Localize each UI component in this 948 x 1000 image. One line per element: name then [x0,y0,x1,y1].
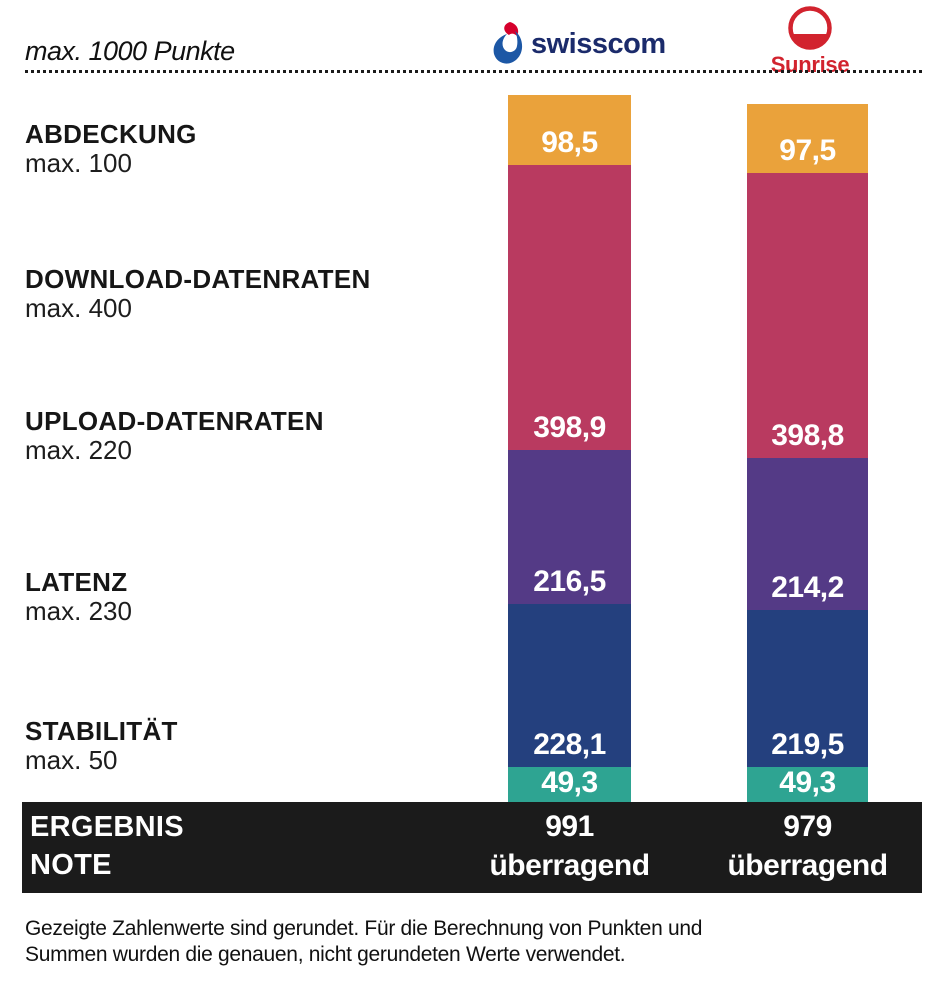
segment-value: 216,5 [533,565,606,599]
segment-value: 398,8 [771,418,844,452]
category-label [25,568,132,626]
segment-value: 398,9 [533,410,606,444]
score-total: 991 [545,810,594,843]
swisscom-logo [492,22,666,66]
bar-segment [508,767,631,802]
score-grade: überragend [727,849,888,882]
bar-segment [747,458,868,611]
segment-value: 228,1 [533,727,606,761]
category-max: max. 100 [25,148,132,178]
score-grade: überragend [489,849,650,882]
segment-value: 49,3 [779,765,836,799]
category-title: DOWNLOAD-DATENRATEN [25,264,371,294]
category-label [25,265,371,323]
sunrise-logo-icon [788,6,832,50]
bar-segment [747,610,868,767]
bar-column-sunrise [747,104,868,802]
segment-value: 97,5 [779,134,836,168]
category-max: max. 230 [25,596,132,626]
sunrise-logo [770,6,850,78]
bar-segment [508,604,631,767]
swisscom-logo-icon [492,22,524,66]
swisscom-wordmark: swisscom [531,27,666,60]
score-sunrise [727,807,887,885]
category-title: UPLOAD-DATENRATEN [25,406,324,436]
max-points-label: max. 1000 Punkte [25,36,235,66]
bar-segment [747,173,868,457]
segment-value: 219,5 [771,727,844,761]
category-max: max. 220 [25,435,132,465]
bar-segment [747,104,868,174]
result-band-labels [30,808,184,884]
category-max: max. 400 [25,293,132,323]
category-title: STABILITÄT [25,716,178,746]
sunrise-wordmark: Sunrise [770,52,850,77]
result-band [22,802,922,893]
bar-column-swisscom [508,95,631,802]
bar-segment [508,95,631,165]
segment-value: 49,3 [541,765,598,799]
footnote: Gezeigte Zahlenwerte sind gerundet. Für die Berechnung von Punkten und Summen wurden die genauen, nicht gerundeten Werte verwendet. [25,917,703,966]
bar-segment [508,450,631,604]
category-title: LATENZ [25,567,128,597]
segment-value: 214,2 [771,571,844,605]
score-total: 979 [783,810,832,843]
bar-segment [747,767,868,802]
category-title: ABDECKUNG [25,119,197,149]
category-label [25,407,324,465]
note-label: NOTE [30,849,112,881]
category-max: max. 50 [25,745,118,775]
score-swisscom [489,807,649,885]
segment-value: 98,5 [541,126,598,160]
category-label [25,717,178,775]
ergebnis-label: ERGEBNIS [30,811,184,843]
header-divider [25,70,922,73]
bar-segment [508,165,631,449]
category-label [25,120,197,178]
